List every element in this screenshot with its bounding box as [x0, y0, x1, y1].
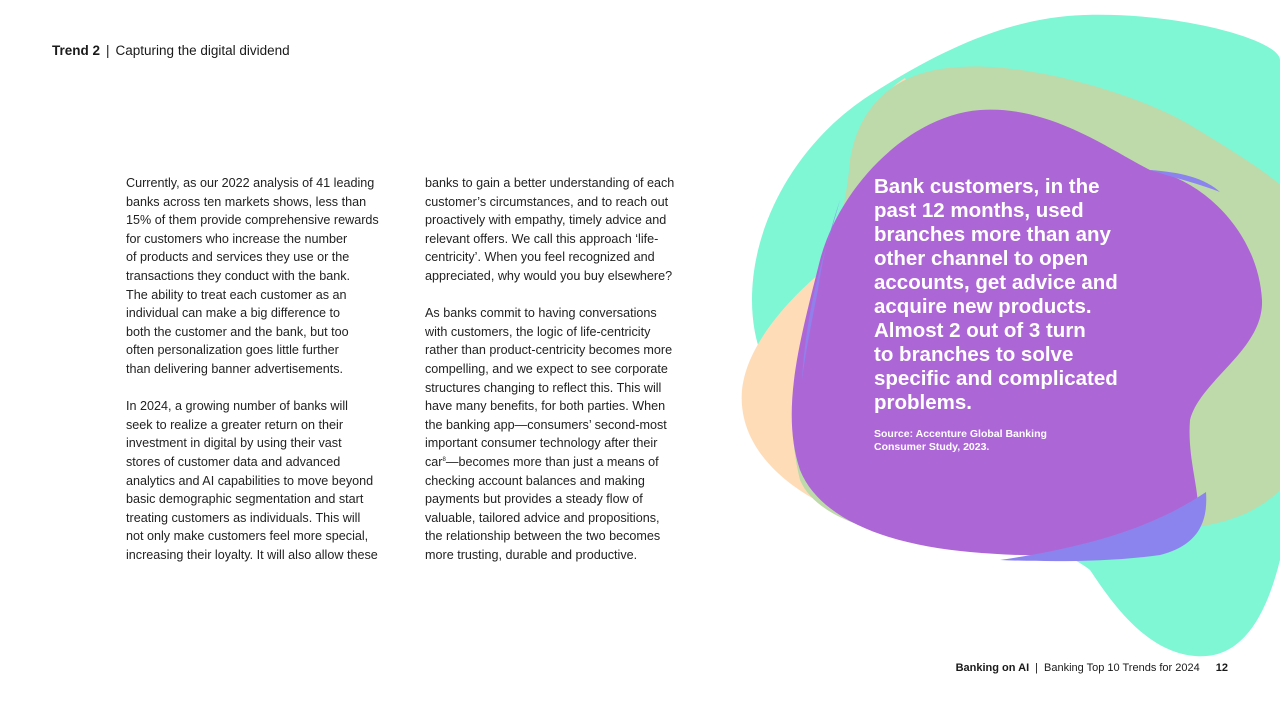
text-line: seek to realize a greater return on their [126, 417, 344, 432]
quote-line: Almost 2 out of 3 turn [874, 319, 1086, 342]
text-line: treating customers as individuals. This will [126, 510, 361, 525]
body-column-left [126, 174, 406, 583]
text-line: relevant offers. We call this approach ‘life- [425, 231, 659, 246]
quote-line: accounts, get advice and [874, 271, 1118, 294]
quote-line: problems. [874, 391, 972, 414]
text-line: have many benefits, for both parties. When [425, 399, 666, 414]
callout-quote [874, 175, 1194, 415]
text-line: proactively with empathy, timely advice and [425, 213, 667, 228]
report-name: Banking Top 10 Trends for 2024 [1044, 662, 1200, 674]
source-line: Consumer Study, 2023. [874, 441, 990, 453]
text-line: rather than product-centricity becomes more [425, 343, 673, 358]
text-line: banks across ten markets shows, less than [126, 194, 367, 209]
quote-line: other channel to open [874, 247, 1089, 270]
text-line: 15% of them provide comprehensive rewards [126, 213, 379, 228]
car-word: car [425, 454, 443, 469]
header-separator: | [106, 43, 110, 58]
text-line: As banks commit to having conversations [425, 306, 657, 321]
text-line: important consumer technology after their [425, 436, 658, 451]
page-header [52, 43, 290, 58]
text-line: both the customer and the bank, but too [126, 324, 349, 339]
trend-label: Trend 2 [52, 43, 101, 58]
callout-source [874, 428, 1047, 454]
footer-separator: | [1035, 662, 1038, 674]
quote-line: to branches to solve [874, 343, 1074, 366]
text-line: than delivering banner advertisements. [126, 361, 344, 376]
text-line: customer’s circumstances, and to reach out [425, 194, 669, 209]
text-line: basic demographic segmentation and start [126, 492, 364, 507]
text-line: more trusting, durable and productive. [425, 547, 638, 562]
text-line: banks to gain a better understanding of each [425, 176, 675, 190]
text-line: often personalization goes little further [126, 343, 339, 358]
text-line: for customers who increase the number [126, 231, 348, 246]
text-line: increasing their loyalty. It will also allow these [126, 547, 378, 562]
text-line: payments but provides a steady flow of [425, 492, 643, 507]
quote-line: past 12 months, used [874, 199, 1084, 222]
text-line: In 2024, a growing number of banks will [126, 399, 348, 414]
quote-line: specific and complicated [874, 367, 1118, 390]
paragraph [126, 397, 406, 564]
text-line: The ability to treat each customer as an [126, 287, 347, 302]
text-line: transactions they conduct with the bank. [126, 268, 351, 283]
paragraph [425, 174, 705, 286]
page-number: 12 [1215, 662, 1228, 674]
text-line: of products and services they use or the [126, 250, 350, 265]
text-line: analytics and AI capabilities to move beyond [126, 473, 374, 488]
footnote-marker[interactable]: 8 [442, 456, 446, 463]
text-line: compelling, and we expect to see corporate [425, 361, 668, 376]
body-column-right [425, 174, 705, 583]
source-line: Source: Accenture Global Banking [874, 428, 1047, 440]
text-line: valuable, tailored advice and propositions, [425, 510, 660, 525]
text-line: stores of customer data and advanced [126, 454, 341, 469]
text-line: centricity’. When you feel recognized and [425, 250, 655, 265]
publication-name: Banking on AI [955, 662, 1030, 674]
text-line: the banking app—consumers’ second-most [425, 417, 667, 432]
page-footer [956, 662, 1228, 674]
text-line: investment in digital by using their vast [126, 436, 342, 451]
quote-line: Bank customers, in the [874, 175, 1100, 198]
text-line: appreciated, why would you buy elsewhere? [425, 268, 673, 283]
quote-line: acquire new products. [874, 295, 1092, 318]
section-title: Capturing the digital dividend [115, 43, 290, 58]
paragraph [425, 304, 705, 564]
text-line: checking account balances and making [425, 473, 645, 488]
text-line: with customers, the logic of life-centricity [425, 324, 651, 339]
text-line: the relationship between the two becomes [425, 529, 661, 544]
text-line: Currently, as our 2022 analysis of 41 leading [126, 176, 375, 190]
text-line: not only make customers feel more special, [126, 529, 369, 544]
text-line: structures changing to reflect this. This will [425, 380, 662, 395]
paragraph [126, 174, 406, 379]
quote-line: branches more than any [874, 223, 1111, 246]
text-fragment: —becomes more than just a means of [445, 454, 659, 469]
text-line [425, 453, 705, 472]
text-line: individual can make a big difference to [126, 306, 340, 321]
